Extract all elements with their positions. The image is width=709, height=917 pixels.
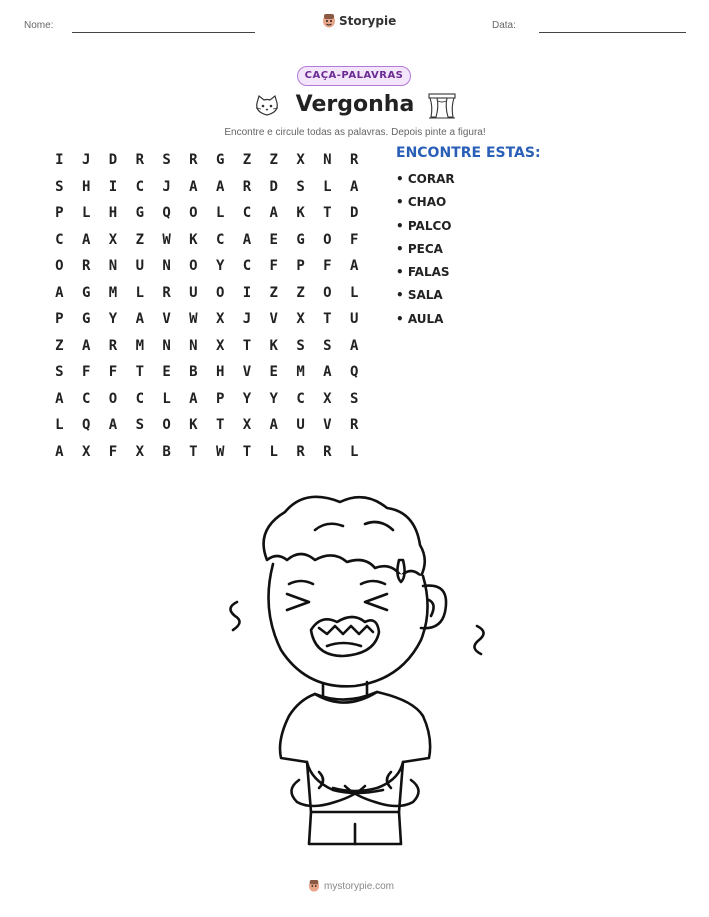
name-line[interactable]	[72, 32, 255, 33]
grid-cell[interactable]: O	[189, 205, 198, 222]
name-label: Nome:	[24, 20, 54, 31]
date-line[interactable]	[539, 32, 686, 33]
grid-cell[interactable]: U	[135, 258, 144, 275]
list-item: • AULA	[396, 311, 444, 326]
grid-cell[interactable]: N	[162, 258, 171, 275]
grid-cell[interactable]: R	[81, 258, 91, 275]
grid-cell[interactable]: L	[215, 205, 225, 222]
grid-cell[interactable]: C	[242, 205, 252, 222]
grid-cell[interactable]: A	[349, 178, 359, 195]
grid-cell[interactable]: V	[323, 417, 332, 434]
grid-cell[interactable]: H	[81, 178, 91, 195]
grid-cell[interactable]: O	[108, 390, 118, 407]
grid-cell[interactable]: R	[189, 152, 198, 169]
grid-cell[interactable]: E	[269, 364, 278, 381]
grid-cell[interactable]: Z	[296, 284, 305, 301]
grid-cell[interactable]: O	[162, 417, 171, 434]
grid-cell[interactable]: X	[108, 231, 118, 248]
grid-cell[interactable]: L	[349, 443, 359, 460]
grid-cell[interactable]: Z	[135, 231, 144, 248]
grid-cell[interactable]: C	[135, 178, 144, 195]
cat-face-icon	[254, 94, 280, 118]
list-item: • SALA	[396, 288, 443, 303]
list-item: • PALCO	[396, 218, 452, 233]
grid-cell[interactable]: A	[269, 205, 278, 222]
grid-cell[interactable]: H	[215, 364, 225, 381]
grid-cell[interactable]: B	[189, 364, 198, 381]
grid-cell[interactable]: O	[323, 231, 332, 248]
grid-cell[interactable]: Y	[242, 390, 252, 407]
grid-cell[interactable]: R	[349, 417, 359, 434]
grid-cell[interactable]: X	[215, 311, 225, 328]
grid-cell[interactable]: X	[296, 152, 305, 169]
storypie-logo-icon	[322, 13, 336, 29]
grid-cell[interactable]: A	[55, 390, 64, 407]
word-search-grid[interactable]	[46, 147, 368, 465]
grid-cell[interactable]: U	[349, 311, 359, 328]
grid-cell[interactable]: X	[215, 337, 225, 354]
list-item: • FALAS	[396, 265, 450, 280]
grid-cell[interactable]: P	[55, 311, 64, 328]
embarrassed-boy-illustration[interactable]	[215, 490, 495, 855]
grid-cell[interactable]: I	[108, 178, 118, 195]
grid-cell[interactable]: X	[242, 417, 252, 434]
grid-cell[interactable]: L	[135, 284, 144, 301]
grid-cell[interactable]: N	[189, 337, 198, 354]
grid-cell[interactable]: T	[323, 311, 332, 328]
list-item: • CHAO	[396, 195, 447, 210]
grid-row	[46, 439, 368, 466]
grid-cell[interactable]: W	[189, 311, 198, 328]
grid-row	[46, 253, 368, 280]
grid-cell[interactable]: U	[189, 284, 198, 301]
grid-cell[interactable]: T	[323, 205, 332, 222]
grid-cell[interactable]: R	[242, 178, 252, 195]
grid-row	[46, 147, 368, 174]
grid-cell[interactable]: S	[296, 178, 305, 195]
grid-cell[interactable]: Y	[215, 258, 225, 275]
grid-cell[interactable]: A	[349, 337, 359, 354]
grid-cell[interactable]: D	[108, 152, 118, 169]
list-item: • PECA	[396, 241, 443, 256]
grid-cell[interactable]: W	[215, 443, 225, 460]
grid-cell[interactable]: W	[162, 231, 171, 248]
list-item: • CORAR	[396, 172, 455, 186]
grid-cell[interactable]: L	[162, 390, 171, 407]
grid-row	[46, 386, 368, 413]
grid-row	[46, 333, 368, 360]
brand	[322, 13, 396, 29]
grid-cell[interactable]: A	[55, 284, 64, 301]
grid-row	[46, 227, 368, 254]
grid-cell[interactable]: A	[81, 231, 91, 248]
grid-cell[interactable]: T	[242, 337, 252, 354]
grid-cell[interactable]: A	[135, 311, 144, 328]
grid-cell[interactable]: F	[81, 364, 91, 381]
grid-cell[interactable]: X	[323, 390, 332, 407]
grid-cell[interactable]: Y	[269, 390, 278, 407]
grid-cell[interactable]: G	[135, 205, 144, 222]
grid-cell[interactable]: M	[296, 364, 305, 381]
grid-cell[interactable]: R	[162, 284, 171, 301]
grid-cell[interactable]: M	[108, 284, 118, 301]
grid-cell[interactable]: L	[349, 284, 359, 301]
grid-cell[interactable]: S	[323, 337, 332, 354]
grid-cell[interactable]: V	[162, 311, 171, 328]
grid-cell[interactable]: T	[189, 443, 198, 460]
grid-cell[interactable]: S	[162, 152, 171, 169]
grid-cell[interactable]: M	[135, 337, 144, 354]
grid-cell[interactable]: V	[269, 311, 278, 328]
grid-cell[interactable]: G	[81, 311, 91, 328]
storypie-logo-icon	[308, 879, 320, 893]
grid-cell[interactable]: N	[108, 258, 118, 275]
grid-cell[interactable]: Q	[162, 205, 171, 222]
grid-cell[interactable]: A	[269, 417, 278, 434]
grid-cell[interactable]: G	[81, 284, 91, 301]
grid-cell[interactable]: A	[242, 231, 252, 248]
grid-cell[interactable]: C	[296, 390, 305, 407]
footer-url[interactable]: mystorypie.com	[324, 880, 395, 892]
grid-cell[interactable]: Q	[81, 417, 91, 434]
grid-cell[interactable]: R	[323, 443, 332, 460]
date-label: Data:	[492, 20, 516, 31]
grid-cell[interactable]: T	[242, 443, 252, 460]
grid-cell[interactable]: B	[162, 443, 171, 460]
grid-row	[46, 359, 368, 386]
grid-cell[interactable]: Z	[269, 152, 278, 169]
grid-cell[interactable]: F	[269, 258, 278, 275]
grid-cell[interactable]: O	[189, 258, 198, 275]
grid-cell[interactable]: Z	[269, 284, 278, 301]
grid-cell[interactable]: A	[215, 178, 225, 195]
grid-cell[interactable]: T	[135, 364, 144, 381]
grid-cell[interactable]: L	[269, 443, 278, 460]
grid-cell[interactable]: G	[296, 231, 305, 248]
grid-cell[interactable]: A	[108, 417, 118, 434]
grid-cell[interactable]: R	[135, 152, 144, 169]
grid-cell[interactable]: K	[296, 205, 305, 222]
grid-cell[interactable]: K	[189, 231, 198, 248]
grid-cell[interactable]: P	[296, 258, 305, 275]
grid-cell[interactable]: F	[108, 443, 118, 460]
grid-row	[46, 174, 368, 201]
grid-cell[interactable]: D	[349, 205, 359, 222]
grid-cell[interactable]: A	[323, 364, 332, 381]
grid-cell[interactable]: Z	[55, 337, 64, 354]
word-list	[396, 172, 455, 335]
grid-cell[interactable]: H	[108, 205, 118, 222]
grid-cell[interactable]: C	[55, 231, 64, 248]
grid-cell[interactable]: P	[215, 390, 225, 407]
grid-cell[interactable]: O	[215, 284, 225, 301]
grid-cell[interactable]: C	[242, 258, 252, 275]
grid-row	[46, 200, 368, 227]
grid-cell[interactable]: R	[296, 443, 305, 460]
grid-cell[interactable]: E	[269, 231, 278, 248]
grid-cell[interactable]: A	[189, 178, 198, 195]
words-title: ENCONTRE ESTAS:	[396, 145, 541, 161]
grid-cell[interactable]: K	[189, 417, 198, 434]
grid-cell[interactable]: I	[55, 152, 64, 169]
grid-cell[interactable]: K	[269, 337, 278, 354]
grid-cell[interactable]: A	[349, 258, 359, 275]
grid-cell[interactable]: C	[135, 390, 144, 407]
grid-cell[interactable]: X	[135, 443, 144, 460]
footer	[308, 879, 394, 893]
grid-cell[interactable]: L	[81, 205, 91, 222]
grid-cell[interactable]: N	[323, 152, 332, 169]
grid-row	[46, 306, 368, 333]
grid-cell[interactable]: A	[81, 337, 91, 354]
instructions: Encontre e circule todas as palavras. Depois pinte a figura!	[224, 127, 486, 138]
grid-cell[interactable]: I	[242, 284, 252, 301]
grid-cell[interactable]: F	[323, 258, 332, 275]
grid-cell[interactable]: A	[55, 443, 64, 460]
grid-cell[interactable]: O	[55, 258, 64, 275]
brand-name: Storypie	[339, 14, 397, 28]
grid-cell[interactable]: F	[349, 231, 359, 248]
grid-cell[interactable]: E	[162, 364, 171, 381]
grid-cell[interactable]: J	[242, 311, 252, 328]
grid-cell[interactable]: S	[135, 417, 144, 434]
grid-cell[interactable]: Y	[108, 311, 118, 328]
grid-cell[interactable]: F	[108, 364, 118, 381]
grid-cell[interactable]: J	[162, 178, 171, 195]
grid-cell[interactable]: S	[55, 178, 64, 195]
stage-curtain-icon	[428, 93, 456, 119]
page-title: Vergonha	[295, 92, 415, 117]
grid-cell[interactable]: S	[55, 364, 64, 381]
grid-cell[interactable]: C	[81, 390, 91, 407]
grid-cell[interactable]: R	[108, 337, 118, 354]
grid-row	[46, 280, 368, 307]
grid-cell[interactable]: C	[215, 231, 225, 248]
grid-cell[interactable]: L	[323, 178, 332, 195]
grid-cell[interactable]: O	[323, 284, 332, 301]
grid-cell[interactable]: A	[189, 390, 198, 407]
grid-cell[interactable]: G	[215, 152, 225, 169]
grid-cell[interactable]: R	[349, 152, 359, 169]
grid-cell[interactable]: U	[296, 417, 305, 434]
grid-cell[interactable]: S	[296, 337, 305, 354]
grid-cell[interactable]: Z	[242, 152, 252, 169]
grid-cell[interactable]: D	[269, 178, 278, 195]
grid-cell[interactable]: N	[162, 337, 171, 354]
category-pill: CAÇA-PALAVRAS	[297, 66, 411, 86]
grid-cell[interactable]: Q	[349, 364, 359, 381]
grid-cell[interactable]: X	[81, 443, 91, 460]
grid-cell[interactable]: J	[81, 152, 91, 169]
grid-row	[46, 412, 368, 439]
grid-cell[interactable]: L	[55, 417, 64, 434]
grid-cell[interactable]: V	[242, 364, 252, 381]
grid-cell[interactable]: X	[296, 311, 305, 328]
grid-cell[interactable]: T	[215, 417, 225, 434]
grid-cell[interactable]: S	[349, 390, 359, 407]
grid-cell[interactable]: P	[55, 205, 64, 222]
